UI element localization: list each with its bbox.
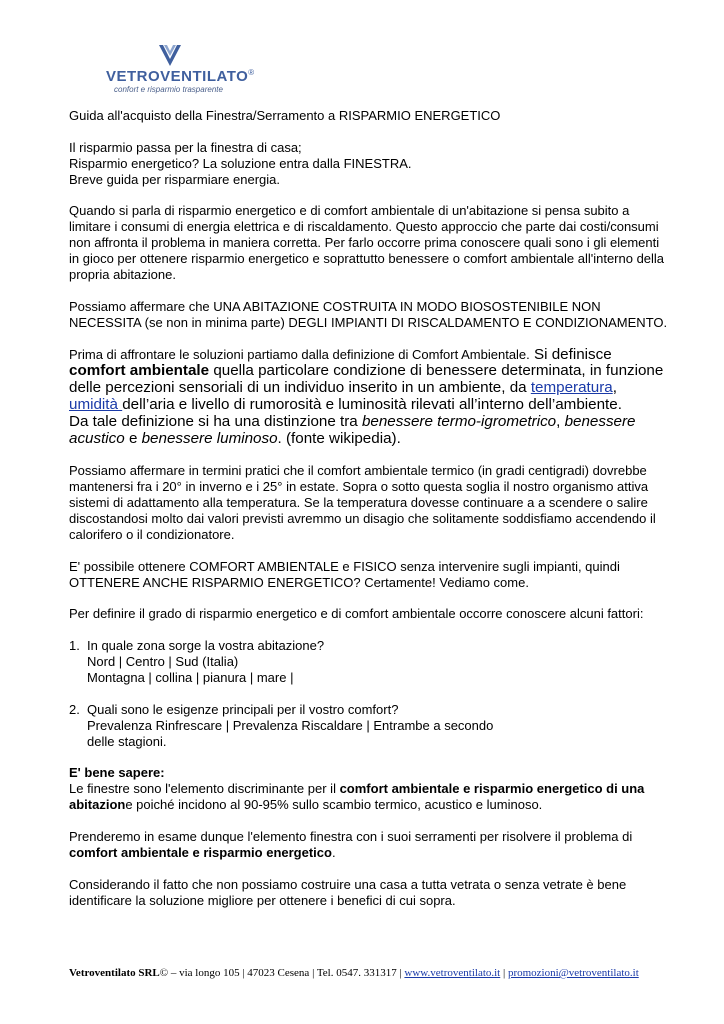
document-body (69, 108, 669, 908)
company-logo (98, 44, 258, 100)
paragraph-definizione: Prima di affrontare le soluzioni partiamo dalla definizione di Comfort Ambientale. Si definisce (69, 345, 612, 363)
footer-email-link[interactable]: promozioni@vetroventilato.it (507, 967, 639, 979)
paragraph-vetrata: Considerando il fatto che non possiamo costruire una casa a tutta vetrata o senza vetrate è bene identificare la soluzione migliore per ottenere i benefici di cui sopra. (69, 876, 627, 908)
link-umidita[interactable]: umidità (69, 395, 123, 413)
paragraph-finestra: Prenderemo in esame dunque l'elemento finestra con i suoi serramenti per risolvere il problema di comfort ambientale e risparmio energetico. (69, 828, 633, 860)
list-item: 1. In quale zona sorge la vostra abitazione? Nord | Centro | Sud (Italia) Montagna | collina | pianura | mare | (69, 638, 325, 685)
page-footer: Vetroventilato SRL© – via longo 105 | 47023 Cesena | Tel. 0547. 331317 | www.vetroventilato.it | promozioni@vetroventilato.it (69, 967, 639, 979)
paragraph-comfort-fisico: E' possibile ottenere COMFORT AMBIENTALE e FISICO senza intervenire sugli impianti, quindi (69, 558, 620, 574)
logo-wordmark: VETROVENTILATO® (106, 68, 255, 85)
paragraph-comfort-fisico: OTTENERE ANCHE RISPARMIO ENERGETICO? Certamente! Vediamo come. (69, 574, 529, 590)
paragraph-consumi: Quando si parla di risparmio energetico e di comfort ambientale di un'abitazione si pensa subito a limitare i consumi di energia elettrica e di riscaldamento. Questo approccio che parte dai costi/consumi non affronta il problema in maniera corretta. Per farlo occorre prima conoscere quali sono i gli elementi in gioco per ottenere risparmio energetico e soprattutto benessere o comfort ambientale all'interno della propria abitazione. (69, 203, 665, 283)
link-temperatura[interactable]: temperatura (530, 379, 613, 397)
footer-company: Vetroventilato SRL (69, 967, 160, 979)
logo-v-icon (158, 44, 182, 68)
paragraph-biosostenibile: Possiamo affermare che UNA ABITAZIONE COSTRUITA IN MODO BIOSOSTENIBILE NON NECESSITA (se non in minima parte) DEGLI IMPIANTI DI RISCALDAMENTO E CONDIZIONAMENTO. (69, 298, 668, 330)
paragraph-distinzione: Da tale definizione si ha una distinzione tra benessere termo-igrometrico, benessere acustico e benessere luminoso. (fonte wikipedia). (69, 412, 636, 447)
document-title: Guida all'acquisto della Finestra/Serramento a RISPARMIO ENERGETICO (69, 108, 501, 123)
note-paragraph: Le finestre sono l'elemento discriminante per il comfort ambientale e risparmio energetico di una abitazione poiché incidono al 90-95% sullo scambio termico, acustico e luminoso. (69, 781, 645, 813)
fattori-list (69, 638, 669, 749)
intro-line: Risparmio energetico? La soluzione entra dalla FINESTRA. (69, 155, 412, 171)
paragraph-temperatura: Possiamo affermare in termini pratici che il comfort ambientale termico (in gradi centigradi) dovrebbe mantenersi fra i 20° in inverno e i 25° in estate. Sopra o sotto questa soglia il nostro organismo attiva sistemi di adattamento alla temperatura. Se la temperatura dovesse continuare a a scendere o salire discostandosi molto dai valori previsti avremmo un disagio che solitamente soddisfiamo accendendo il calorifero o il condizionatore. (69, 463, 656, 542)
paragraph-fattori: Per definire il grado di risparmio energetico e di comfort ambientale occorre conoscere alcuni fattori: (69, 606, 644, 622)
note-heading: E' bene sapere: (69, 765, 165, 781)
paragraph-definizione-cont: comfort ambientale quella particolare condizione di benessere determinata, in funzione delle percezioni sensoriali di un individuo inserito in un ambiente, da temperatura, umidità dell’aria e livello di rumorosità e luminosità rilevati all’interno dell’ambiente. (69, 362, 664, 413)
logo-tagline: confort e risparmio trasparente (114, 85, 223, 94)
list-item: 2. Quali sono le esigenze principali per il vostro comfort? Prevalenza Rinfrescare | Prevalenza Riscaldare | Entrambe a secondo delle stagioni. (69, 701, 494, 749)
intro-line: Il risparmio passa per la finestra di casa; (69, 139, 302, 155)
footer-address: © – via longo 105 | 47023 Cesena | Tel. 0547. 331317 | (159, 967, 405, 979)
intro-line: Breve guida per risparmiare energia. (69, 171, 280, 187)
footer-website-link[interactable]: www.vetroventilato.it (404, 967, 501, 979)
